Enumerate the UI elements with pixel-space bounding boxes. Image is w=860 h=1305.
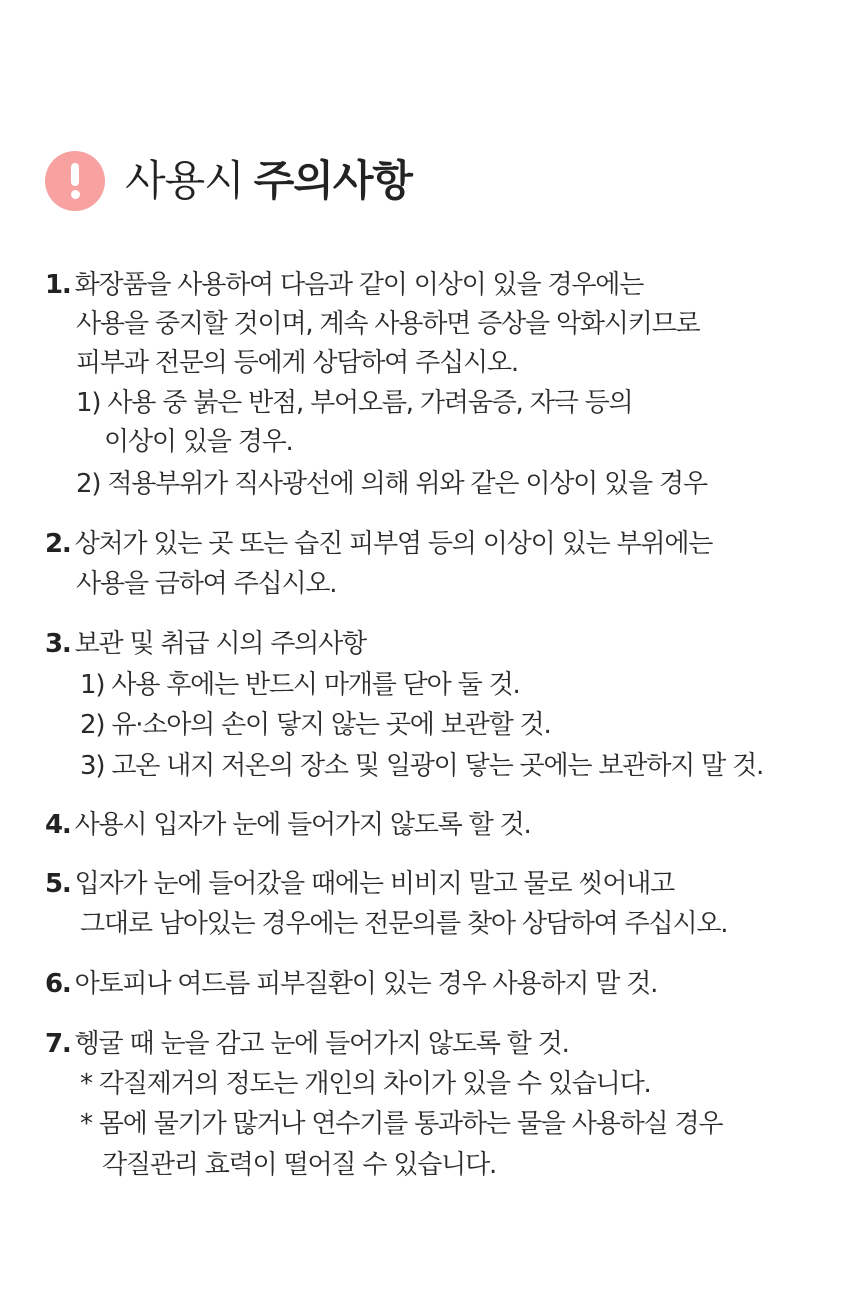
item-number: 7. xyxy=(45,1029,71,1059)
item-text: 화장품을 사용하여 다음과 같이 이상이 있을 경우에는 xyxy=(74,270,644,300)
list-item-4-line-1 xyxy=(45,807,531,843)
list-item-1-sub-1: 1) 사용 중 붉은 반점, 부어오름, 가려움증, 자극 등의 xyxy=(76,388,633,418)
item-number: 2. xyxy=(45,529,71,559)
list-item-7-line-1 xyxy=(45,1026,569,1062)
item-number: 1. xyxy=(45,270,71,300)
item-text: 보관 및 취급 시의 주의사항 xyxy=(74,629,366,659)
item-text: 아토피나 여드름 피부질환이 있는 경우 사용하지 말 것. xyxy=(74,969,658,999)
item-number: 5. xyxy=(45,869,71,899)
page-title xyxy=(125,150,412,212)
list-item-1-sub-2: 2) 적용부위가 직사광선에 의해 위와 같은 이상이 있을 경우 xyxy=(76,469,707,499)
list-item-1-line-3: 피부과 전문의 등에게 상담하여 주십시오. xyxy=(76,348,518,378)
page-header xyxy=(45,150,412,212)
title-bold: 주의사항 xyxy=(253,156,413,205)
list-item-7-note-2-cont: 각질관리 효력이 떨어질 수 있습니다. xyxy=(102,1150,497,1180)
list-item-5-line-2: 그대로 남아있는 경우에는 전문의를 찾아 상담하여 주십시오. xyxy=(80,909,728,939)
list-item-7-note-2: * 몸에 물기가 많거나 연수기를 통과하는 물을 사용하실 경우 xyxy=(80,1109,723,1139)
item-text: 사용시 입자가 눈에 들어가지 않도록 할 것. xyxy=(74,810,531,840)
list-item-6-line-1 xyxy=(45,966,657,1002)
list-item-3-sub-3: 3) 고온 내지 저온의 장소 및 일광이 닿는 곳에는 보관하지 말 것. xyxy=(80,751,764,781)
item-number: 6. xyxy=(45,969,71,999)
exclamation-circle-icon xyxy=(45,151,105,211)
list-item-1-sub-1-cont: 이상이 있을 경우. xyxy=(104,427,293,457)
list-item-1-line-2: 사용을 중지할 것이며, 계속 사용하면 증상을 악화시키므로 xyxy=(76,309,700,339)
list-item-7-note-1: * 각질제거의 정도는 개인의 차이가 있을 수 있습니다. xyxy=(80,1069,651,1099)
item-number: 3. xyxy=(45,629,71,659)
list-item-3-sub-2: 2) 유·소아의 손이 닿지 않는 곳에 보관할 것. xyxy=(80,710,551,740)
list-item-3-sub-1: 1) 사용 후에는 반드시 마개를 닫아 둘 것. xyxy=(80,670,520,700)
item-number: 4. xyxy=(45,810,71,840)
list-item-3-line-1 xyxy=(45,626,366,662)
item-text: 입자가 눈에 들어갔을 때에는 비비지 말고 물로 씻어내고 xyxy=(74,869,675,899)
item-text: 헹굴 때 눈을 감고 눈에 들어가지 않도록 할 것. xyxy=(74,1029,569,1059)
list-item-2-line-1 xyxy=(45,526,712,562)
list-item-2-line-2: 사용을 금하여 주십시오. xyxy=(76,569,337,599)
title-light: 사용시 xyxy=(125,156,244,205)
list-item-1-line-1 xyxy=(45,267,643,303)
list-item-5-line-1 xyxy=(45,866,674,902)
item-text: 상처가 있는 곳 또는 습진 피부염 등의 이상이 있는 부위에는 xyxy=(74,529,713,559)
